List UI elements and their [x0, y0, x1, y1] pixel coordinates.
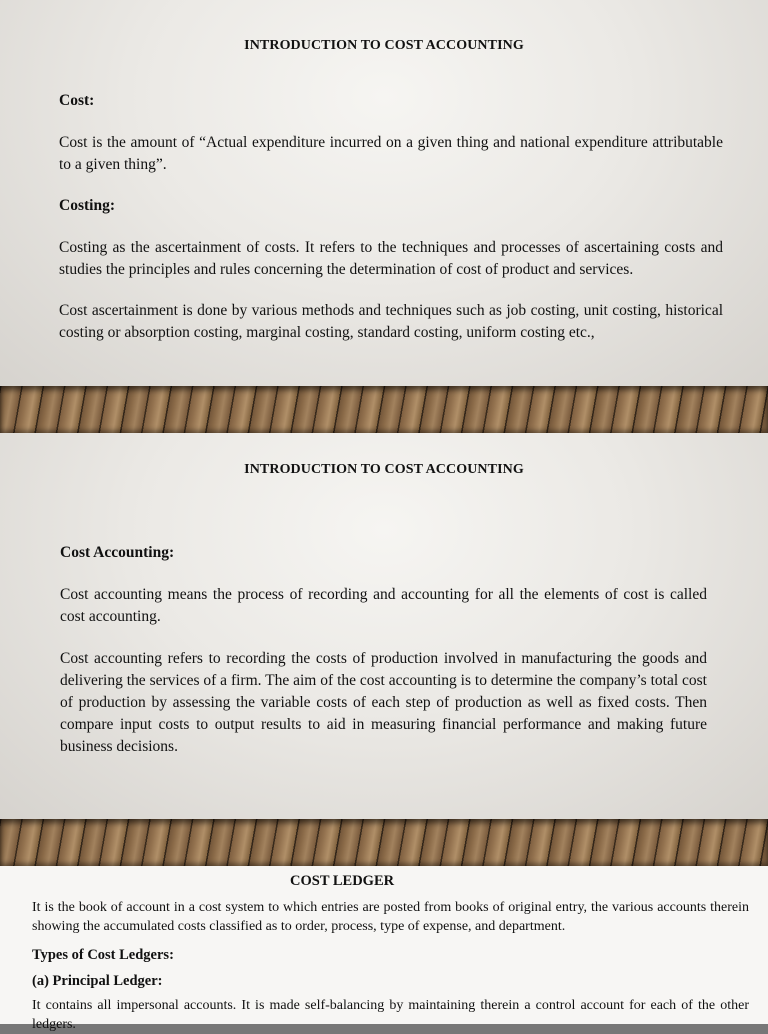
paragraph-cost-definition: Cost is the amount of “Actual expenditure incurred on a given thing and national expenditure attributable to a given thing”.: [59, 134, 723, 173]
wood-floor-divider: [0, 386, 768, 433]
slide-cost-accounting: [0, 433, 768, 819]
paragraph-cost-accounting-aim: Cost accounting refers to recording the costs of production involved in manufacturing the goods and delivering the services of a firm. The aim of the cost accounting is to determine the company’s total cost of production by assessing the variable costs of each step of production as well as fixed costs. Then compare input costs to output results to aid in measuring financial performance and making future business decisions.: [60, 650, 707, 755]
slide-cost-ledger: [0, 866, 768, 1032]
paragraph-costing-definition: Costing as the ascertainment of costs. It refers to the techniques and processes of ascertaining costs and studies the principles and rules concerning the determination of cost of product and services.: [59, 239, 723, 278]
heading-types-of-ledgers: Types of Cost Ledgers:: [32, 947, 174, 963]
heading-principal-ledger: (a) Principal Ledger:: [32, 973, 163, 989]
paragraph-costing-methods: Cost ascertainment is done by various methods and techniques such as job costing, unit costing, historical costing or absorption costing, marginal costing, standard costing, uniform costing etc.,: [59, 302, 723, 341]
wood-floor-divider: [0, 819, 768, 866]
heading-cost: Cost:: [59, 92, 95, 109]
heading-costing: Costing:: [59, 197, 115, 214]
heading-cost-accounting: Cost Accounting:: [60, 544, 175, 561]
paragraph-cost-accounting-meaning: Cost accounting means the process of recording and accounting for all the elements of cost is called cost accounting.: [60, 586, 707, 625]
slide-title: INTRODUCTION TO COST ACCOUNTING: [244, 38, 524, 53]
paragraph-principal-ledger: It contains all impersonal accounts. It is made self-balancing by maintaining therein a control account for each of the other ledgers.: [32, 998, 749, 1032]
paragraph-cost-ledger-definition: It is the book of account in a cost system to which entries are posted from books of original entry, the various accounts therein showing the accumulated costs classified as to order, process, type of expense, and department.: [32, 900, 749, 934]
slide-title: COST LEDGER: [290, 873, 395, 889]
slide-title: INTRODUCTION TO COST ACCOUNTING: [244, 462, 524, 477]
slide-intro-cost: [0, 0, 768, 386]
